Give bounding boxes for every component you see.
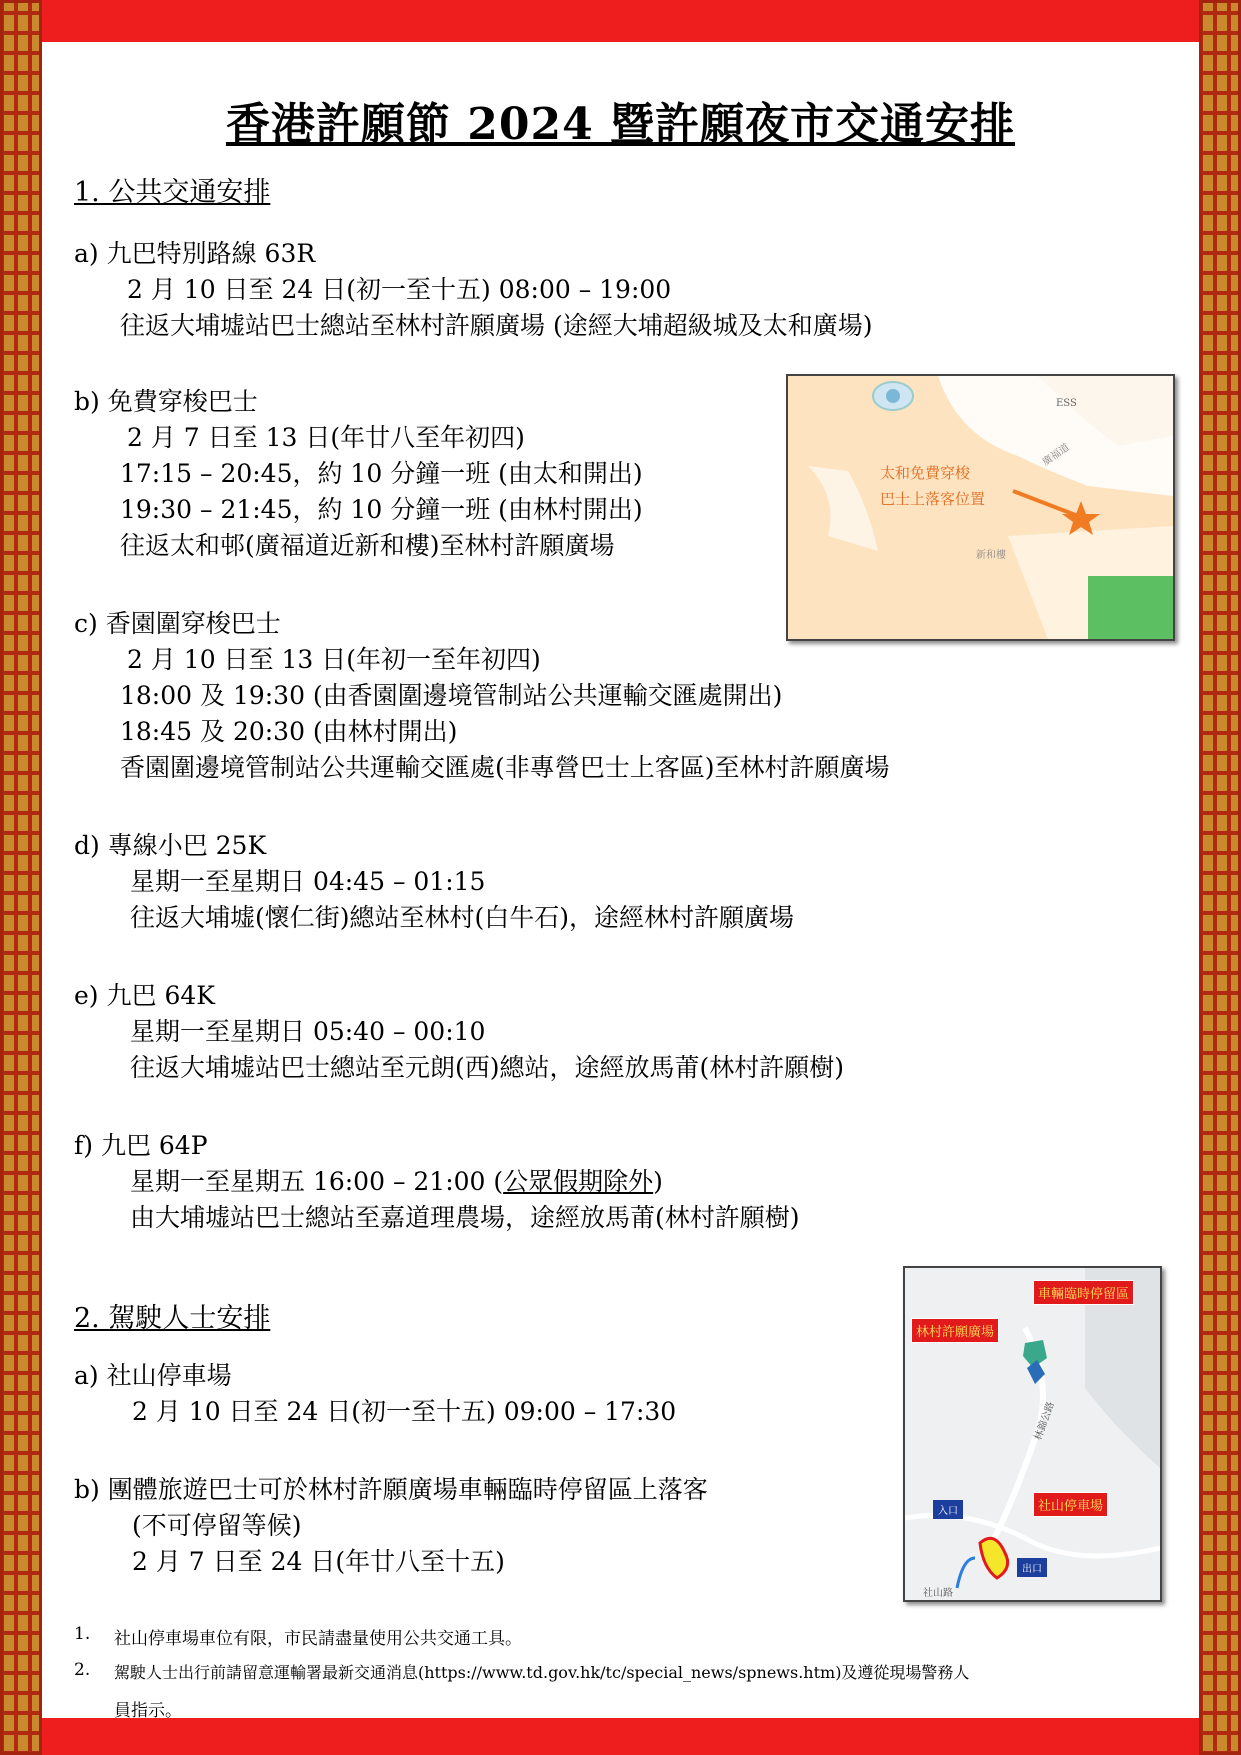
note-2-continuation: 員指示。 [114,1701,182,1721]
top-red-band [0,0,1241,42]
item-c-route: 香園圍邊境管制站公共運輸交匯處(非專營巴士上客區)至林村許願廣場 [120,753,890,782]
note-1-text: 社山停車場車位有限，市民請盡量使用公共交通工具。 [114,1629,522,1649]
item-b-time1: 17:15 – 20:45，約 10 分鐘一班 (由太和開出) [120,459,643,488]
map2-road-2: 社山路 [923,1588,953,1599]
page-title: 香港許願節 2024 暨許願夜市交通安排 [225,99,1016,150]
map2-label-entry: 入口 [933,1500,963,1519]
driver-item-a-time: 2 月 10 日至 24 日(初一至十五) 09:00 – 17:30 [132,1397,677,1426]
taiwo-map-label-1: 太和免費穿梭 [880,464,971,482]
taiwo-map-building: 新和樓 [976,550,1006,561]
item-c-time1: 18:00 及 19:30 (由香園圍邊境管制站公共運輸交匯處開出) [120,681,783,710]
item-d-label: d) 專線小巴 25K [74,831,267,860]
item-f-time: 星期一至星期五 16:00 – 21:00 (公眾假期除外) [130,1167,663,1196]
item-f-route: 由大埔墟站巴士總站至嘉道理農場，途經放馬莆(林村許願樹) [130,1203,800,1232]
item-b-route: 往返太和邨(廣福道近新和樓)至林村許願廣場 [120,531,615,560]
item-a-route: 往返大埔墟站巴士總站至林村許願廣場 (途經大埔超級城及太和廣場) [120,311,873,340]
item-c-date: 2 月 10 日至 13 日(年初一至年初四) [127,645,541,674]
right-pattern-border [1199,0,1241,1755]
item-c-time2: 18:45 及 20:30 (由林村開出) [120,717,458,746]
item-b-label: b) 免費穿梭巴士 [74,387,258,416]
map2-label-square: 林村許願廣場 [911,1318,999,1343]
map2-label-carpark: 社山停車場 [1033,1492,1108,1517]
section-heading-drivers: 2. 駕駛人士安排 [74,1303,271,1334]
driver-item-b-note: (不可停留等候) [132,1511,302,1540]
map2-label-exit: 出口 [1017,1558,1047,1577]
item-e-label: e) 九巴 64K [74,981,215,1010]
driver-item-a-label: a) 社山停車場 [74,1361,232,1390]
taiwo-shuttle-map [786,374,1175,641]
note-1-number: 1. [74,1624,91,1644]
driver-item-b-date: 2 月 7 日至 24 日(年廿八至十五) [132,1547,505,1576]
map2-label-temp-stop: 車輛臨時停留區 [1033,1280,1134,1305]
item-d-route: 往返大埔墟(懷仁街)總站至林村(白牛石)，途經林村許願廣場 [130,903,795,932]
item-c-label: c) 香園圍穿梭巴士 [74,609,281,638]
taiwo-map-label-2: 巴士上落客位置 [880,490,986,508]
item-b-time2: 19:30 – 21:45，約 10 分鐘一班 (由林村開出) [120,495,643,524]
map2-road-1: 林錦公路 [1032,1400,1057,1442]
taiwo-map-store: ESS [1056,398,1077,409]
driver-item-b-label: b) 團體旅遊巴士可於林村許願廣場車輛臨時停留區上落客 [74,1475,708,1504]
item-d-time: 星期一至星期日 04:45 – 01:15 [130,867,486,896]
item-e-route: 往返大埔墟站巴士總站至元朗(西)總站，途經放馬莆(林村許願樹) [130,1053,845,1082]
bottom-red-band [0,1718,1241,1755]
section-heading-public-transport: 1. 公共交通安排 [74,177,271,208]
taiwo-map-road: 廣福道 [1040,442,1072,469]
item-e-time: 星期一至星期日 05:40 – 00:10 [130,1017,486,1046]
lamtsuen-parking-map [903,1266,1162,1602]
note-2-number: 2. [74,1660,91,1680]
item-f-label: f) 九巴 64P [74,1131,208,1160]
item-a-label: a) 九巴特別路線 63R [74,239,316,268]
item-a-time: 2 月 10 日至 24 日(初一至十五) 08:00 – 19:00 [127,275,672,304]
left-pattern-border [0,0,42,1755]
item-b-date: 2 月 7 日至 13 日(年廿八至年初四) [127,423,525,452]
note-2-text: 駕駛人士出行前請留意運輸署最新交通消息(https://www.td.gov.hk/tc/special_news/spnews.htm)及遵從現場警務人 [114,1663,970,1682]
